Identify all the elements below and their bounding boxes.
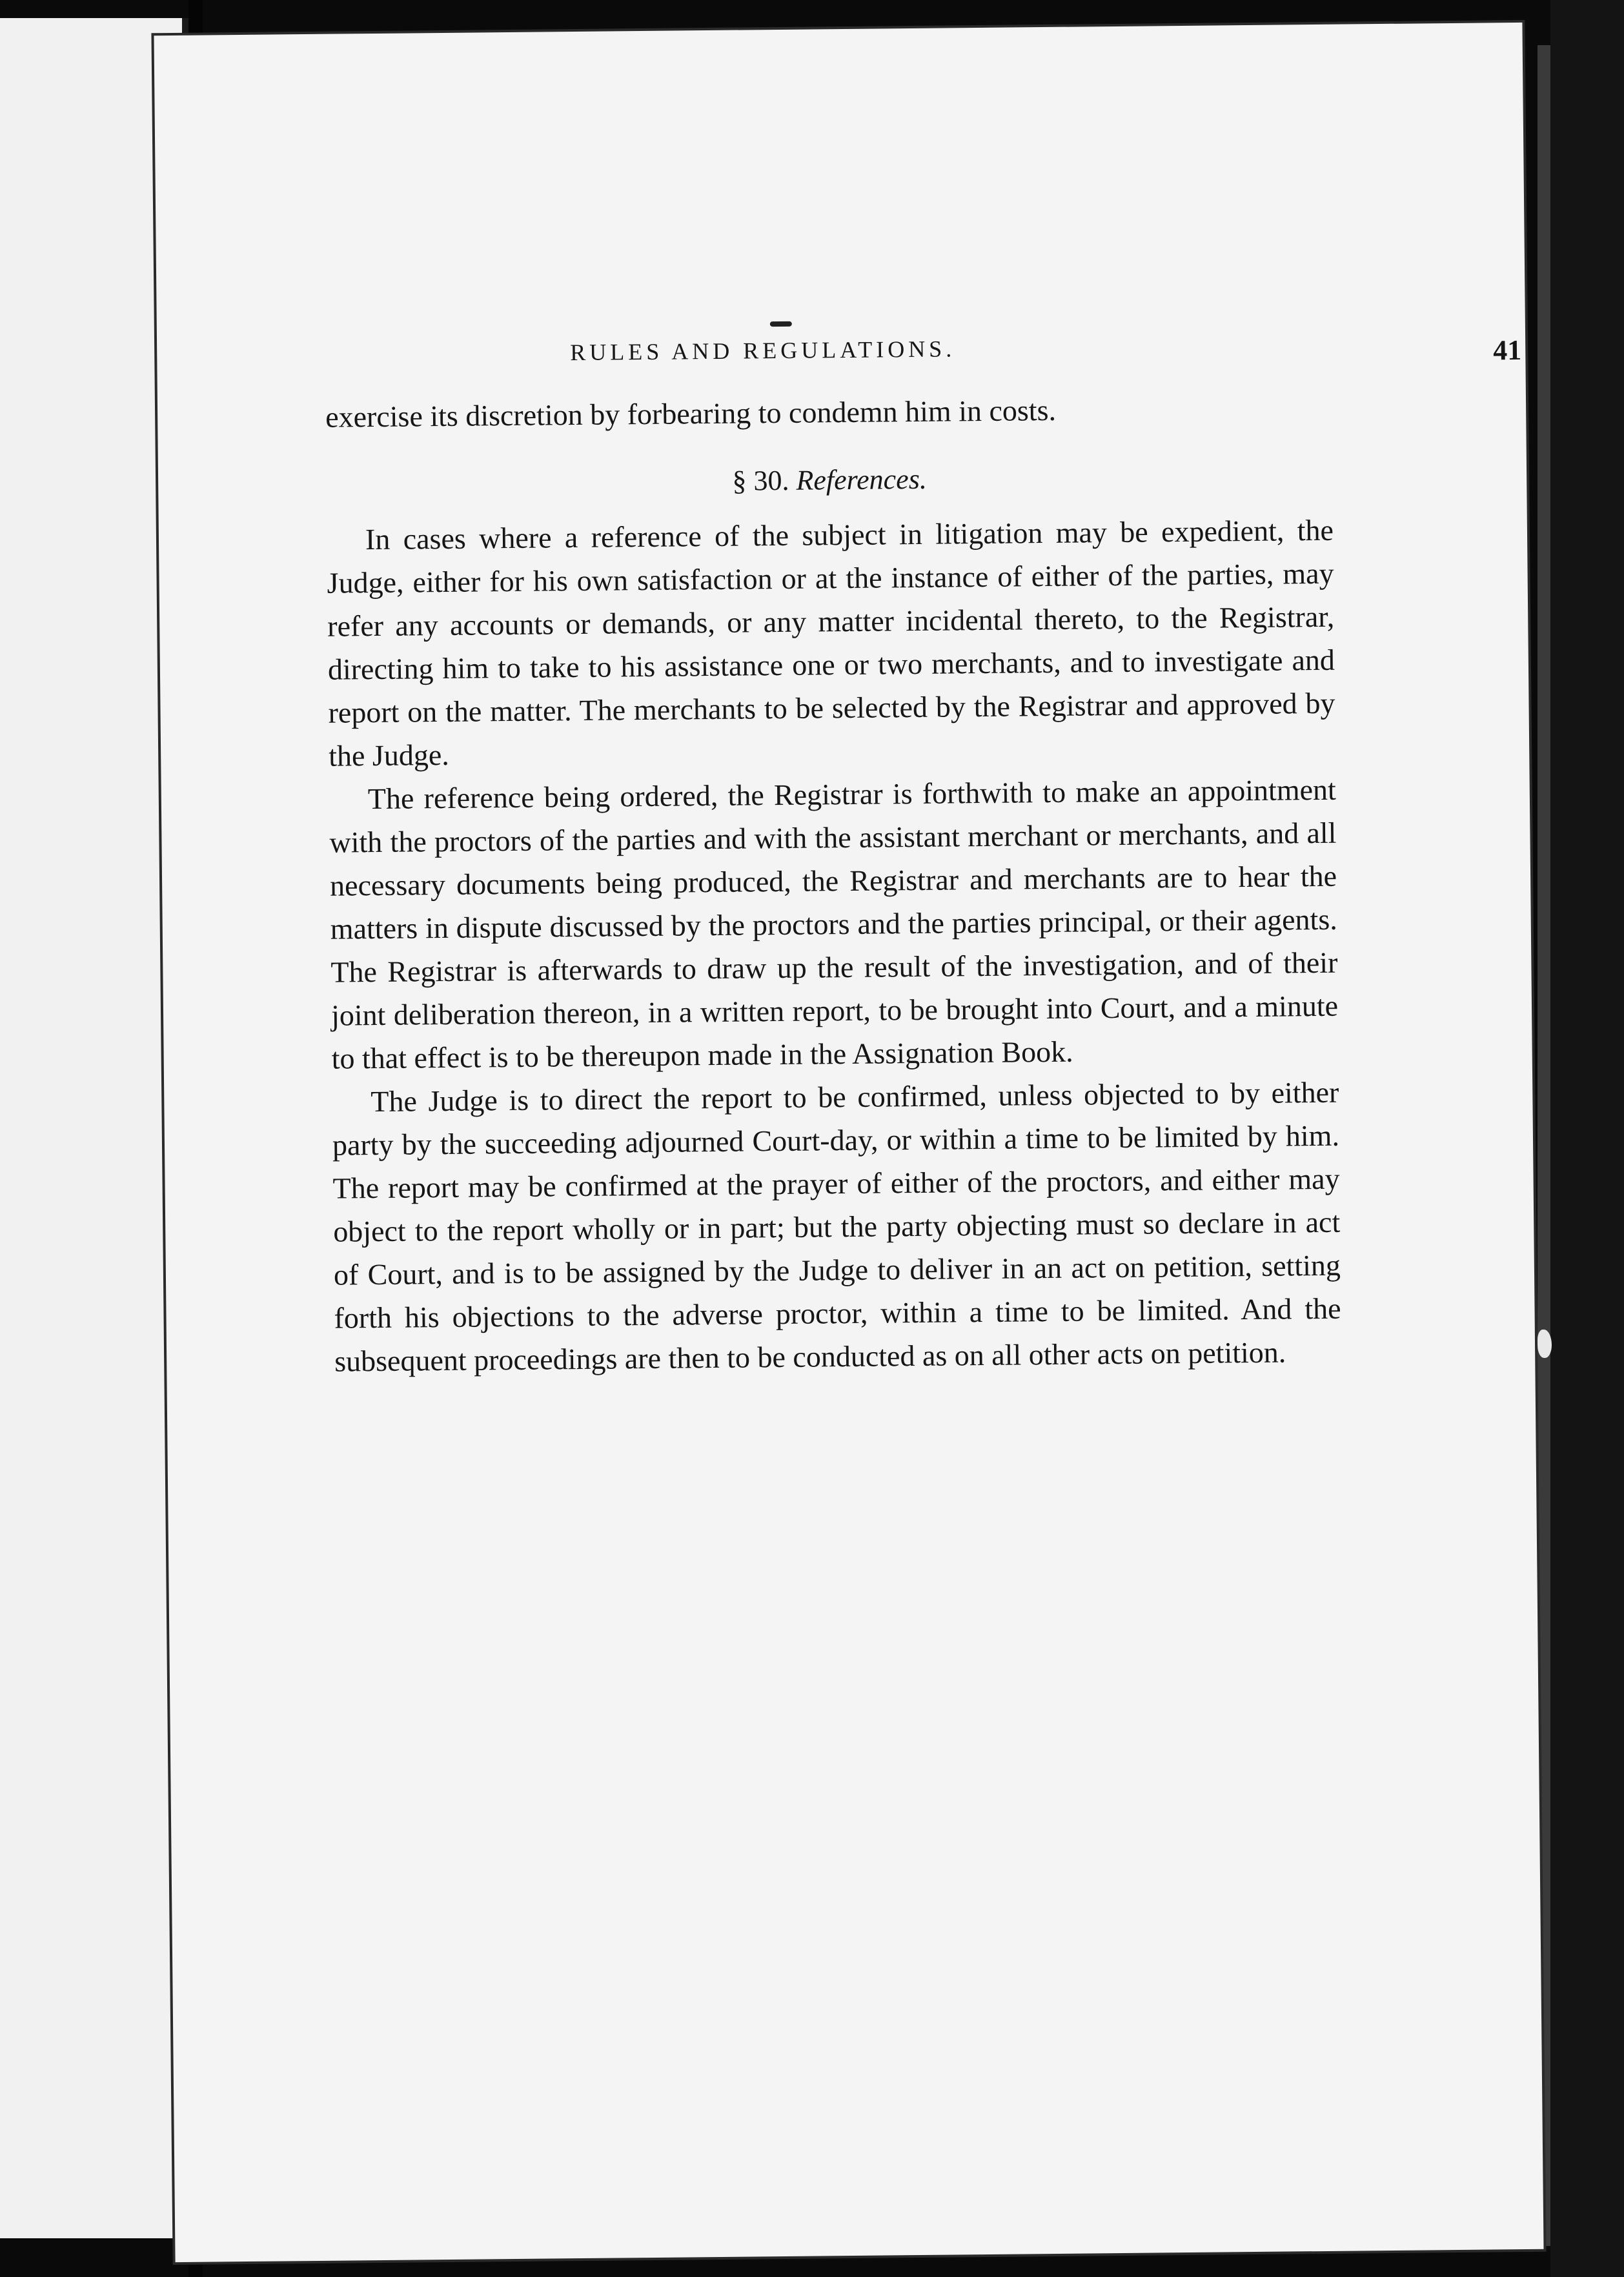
- section-heading: [326, 454, 1334, 507]
- paragraph: The Judge is to direct the report to be confirmed, unless objected to by either party by the succeeding adjourned Court-day, or within a time to be limited by him. The report may be confirmed at the prayer of either of the proctors, and either may object to the report wholly or in part; but the party objecting must so declare in act of Court, and is to be assigned by the Judge to deliver in an act on petition, setting forth his objections to the adverse proctor, within a time to be limited. And the subsequent proceedings are then to be conducted as on all other acts on petition.: [332, 1075, 1341, 1378]
- body-text: [325, 386, 1342, 1383]
- scan-background-right: [1550, 0, 1624, 2277]
- running-head: [325, 302, 1522, 370]
- ornament-mark: [770, 321, 792, 327]
- page-number: 41: [1493, 334, 1522, 367]
- text-block: [325, 302, 1522, 1378]
- carryover-paragraph: exercise its discretion by forbearing to condemn him in costs.: [325, 393, 1057, 434]
- book-page: [154, 23, 1543, 2262]
- running-title: RULES AND REGULATIONS.: [570, 336, 956, 366]
- paragraph: In cases where a reference of the subject in litigation may be expedient, the Judge, either for his own satisfaction or at the instance of either of the parties, may refer any accounts or demands, or any matter incidental thereto, to the Registrar, directing him to take to his assistance one or two merchants, and to investigate and report on the matter. The merchants to be selected by the Registrar and approved by the Judge.: [327, 513, 1335, 773]
- section-number: § 30.: [732, 464, 789, 497]
- paragraph: The reference being ordered, the Registrar is forthwith to make an appointment with the proctors of the parties and with the assistant merchant or merchants, and all necessary documents being produced, the Registrar and merchants are to hear the matters in dispute discussed by the proctors and the parties principal, or their agents. The Registrar is afterwards to draw up the result of the investigation, and of their joint deliberation thereon, in a written report, to be brought into Court, and a minute to that effect is to be thereupon made in the Assignation Book.: [329, 773, 1339, 1075]
- scan-speck: [1538, 1330, 1552, 1358]
- section-title: References.: [796, 463, 928, 496]
